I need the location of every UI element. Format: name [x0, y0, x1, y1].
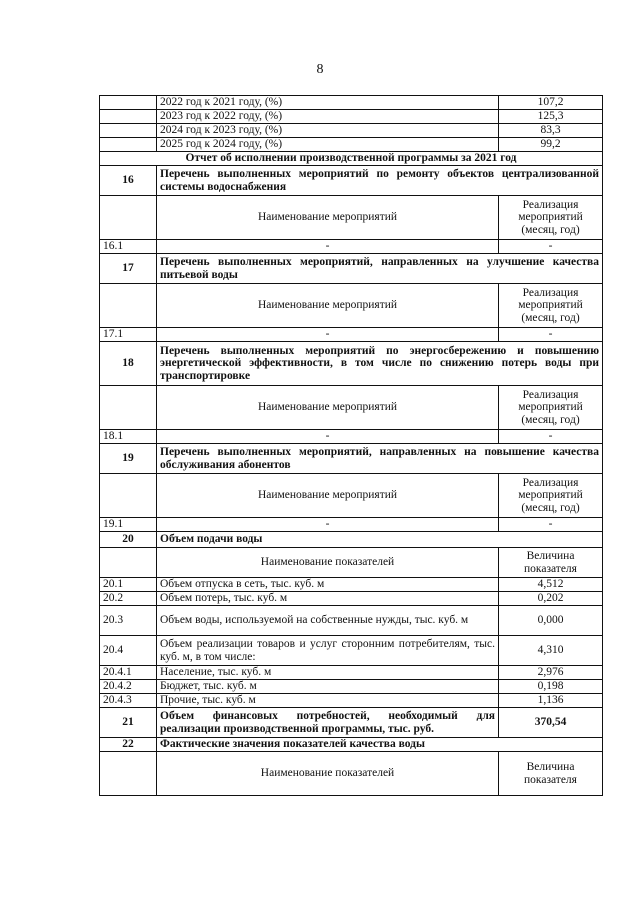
row-number: 20.4: [100, 636, 157, 666]
row-number: 20.4.1: [100, 666, 157, 680]
row-number: 19.1: [100, 518, 157, 532]
table-row: [100, 254, 603, 284]
empty-cell: [100, 138, 157, 152]
empty-cell: [100, 110, 157, 124]
section-title: Перечень выполненных мероприятий по ремонту объектов централизованной системы водоснабжения: [157, 166, 603, 196]
empty-cell: [100, 548, 157, 578]
table-row: [100, 636, 603, 666]
column-header-name: Наименование показателей: [157, 548, 499, 578]
growth-value: 125,3: [499, 110, 603, 124]
table-row: [100, 444, 603, 474]
empty-cell: [100, 474, 157, 518]
table-row: [100, 518, 603, 532]
table-row: [100, 138, 603, 152]
table-row: [100, 152, 603, 166]
table-row: [100, 430, 603, 444]
table-row: [100, 240, 603, 254]
row-value: 370,54: [499, 708, 603, 738]
section-number: 20: [100, 532, 157, 548]
table-row: [100, 666, 603, 680]
table-row: [100, 694, 603, 708]
column-header-name: Наименование мероприятий: [157, 196, 499, 240]
row-value: 1,136: [499, 694, 603, 708]
table-row: [100, 96, 603, 110]
table-row: [100, 110, 603, 124]
section-title: Объем финансовых потребностей, необходимый для реализации производственной программы, тыс. руб.: [157, 708, 499, 738]
row-name: Прочие, тыс. куб. м: [157, 694, 499, 708]
empty-cell: [100, 124, 157, 138]
empty-cell: [100, 752, 157, 796]
row-value: 4,310: [499, 636, 603, 666]
section-number: 18: [100, 342, 157, 386]
table-row: [100, 708, 603, 738]
table-row: [100, 124, 603, 138]
row-value: -: [499, 240, 603, 254]
section-title: Перечень выполненных мероприятий, направленных на улучшение качества питьевой воды: [157, 254, 603, 284]
column-header-value: Величина показателя: [499, 548, 603, 578]
column-header-name: Наименование показателей: [157, 752, 499, 796]
row-value: 4,512: [499, 578, 603, 592]
row-number: 20.3: [100, 606, 157, 636]
row-name: -: [157, 518, 499, 532]
table-row: [100, 328, 603, 342]
row-value: 0,198: [499, 680, 603, 694]
row-name: -: [157, 328, 499, 342]
table-row: [100, 680, 603, 694]
table-row: [100, 386, 603, 430]
row-value: 0,202: [499, 592, 603, 606]
growth-value: 99,2: [499, 138, 603, 152]
row-number: 20.2: [100, 592, 157, 606]
empty-cell: [100, 196, 157, 240]
row-name: -: [157, 430, 499, 444]
page-number: 8: [316, 62, 324, 77]
column-header-value: Реализация мероприятий (месяц, год): [499, 474, 603, 518]
growth-value: 83,3: [499, 124, 603, 138]
table-row: [100, 342, 603, 386]
row-value: -: [499, 328, 603, 342]
row-value: -: [499, 430, 603, 444]
section-number: 17: [100, 254, 157, 284]
growth-label: 2025 год к 2024 году, (%): [157, 138, 499, 152]
table-row: [100, 474, 603, 518]
section-number: 21: [100, 708, 157, 738]
document-table: [99, 95, 603, 796]
growth-value: 107,2: [499, 96, 603, 110]
column-header-value: Величина показателя: [499, 752, 603, 796]
growth-label: 2024 год к 2023 году, (%): [157, 124, 499, 138]
row-name: Объем потерь, тыс. куб. м: [157, 592, 499, 606]
row-number: 20.1: [100, 578, 157, 592]
column-header-name: Наименование мероприятий: [157, 284, 499, 328]
column-header-value: Реализация мероприятий (месяц, год): [499, 386, 603, 430]
table-row: [100, 284, 603, 328]
row-number: 20.4.3: [100, 694, 157, 708]
row-name: -: [157, 240, 499, 254]
column-header-value: Реализация мероприятий (месяц, год): [499, 284, 603, 328]
section-title: Перечень выполненных мероприятий по энергосбережению и повышению энергетической эффективности, в том числе по снижению потерь воды при транспортировке: [157, 342, 603, 386]
growth-label: 2023 год к 2022 году, (%): [157, 110, 499, 124]
row-value: 2,976: [499, 666, 603, 680]
section-title: Фактические значения показателей качества воды: [157, 738, 603, 752]
row-number: 20.4.2: [100, 680, 157, 694]
column-header-value: Реализация мероприятий (месяц, год): [499, 196, 603, 240]
section-number: 19: [100, 444, 157, 474]
growth-label: 2022 год к 2021 году, (%): [157, 96, 499, 110]
table-row: [100, 738, 603, 752]
row-name: Бюджет, тыс. куб. м: [157, 680, 499, 694]
row-name: Объем воды, используемой на собственные нужды, тыс. куб. м: [157, 606, 499, 636]
row-name: Объем реализации товаров и услуг сторонним потребителям, тыс. куб. м, в том числе:: [157, 636, 499, 666]
table-row: [100, 752, 603, 796]
empty-cell: [100, 284, 157, 328]
table-row: [100, 592, 603, 606]
row-name: Объем отпуска в сеть, тыс. куб. м: [157, 578, 499, 592]
section-title: Перечень выполненных мероприятий, направленных на повышение качества обслуживания абонентов: [157, 444, 603, 474]
row-value: -: [499, 518, 603, 532]
table-row: [100, 532, 603, 548]
table-row: [100, 166, 603, 196]
table-row: [100, 548, 603, 578]
table-row: [100, 578, 603, 592]
row-number: 18.1: [100, 430, 157, 444]
column-header-name: Наименование мероприятий: [157, 386, 499, 430]
table-row: [100, 606, 603, 636]
section-title: Объем подачи воды: [157, 532, 603, 548]
section-number: 22: [100, 738, 157, 752]
column-header-name: Наименование мероприятий: [157, 474, 499, 518]
row-number: 16.1: [100, 240, 157, 254]
row-number: 17.1: [100, 328, 157, 342]
table-row: [100, 196, 603, 240]
report-title: Отчет об исполнении производственной программы за 2021 год: [100, 152, 603, 166]
empty-cell: [100, 386, 157, 430]
row-name: Население, тыс. куб. м: [157, 666, 499, 680]
empty-cell: [100, 96, 157, 110]
section-number: 16: [100, 166, 157, 196]
row-value: 0,000: [499, 606, 603, 636]
